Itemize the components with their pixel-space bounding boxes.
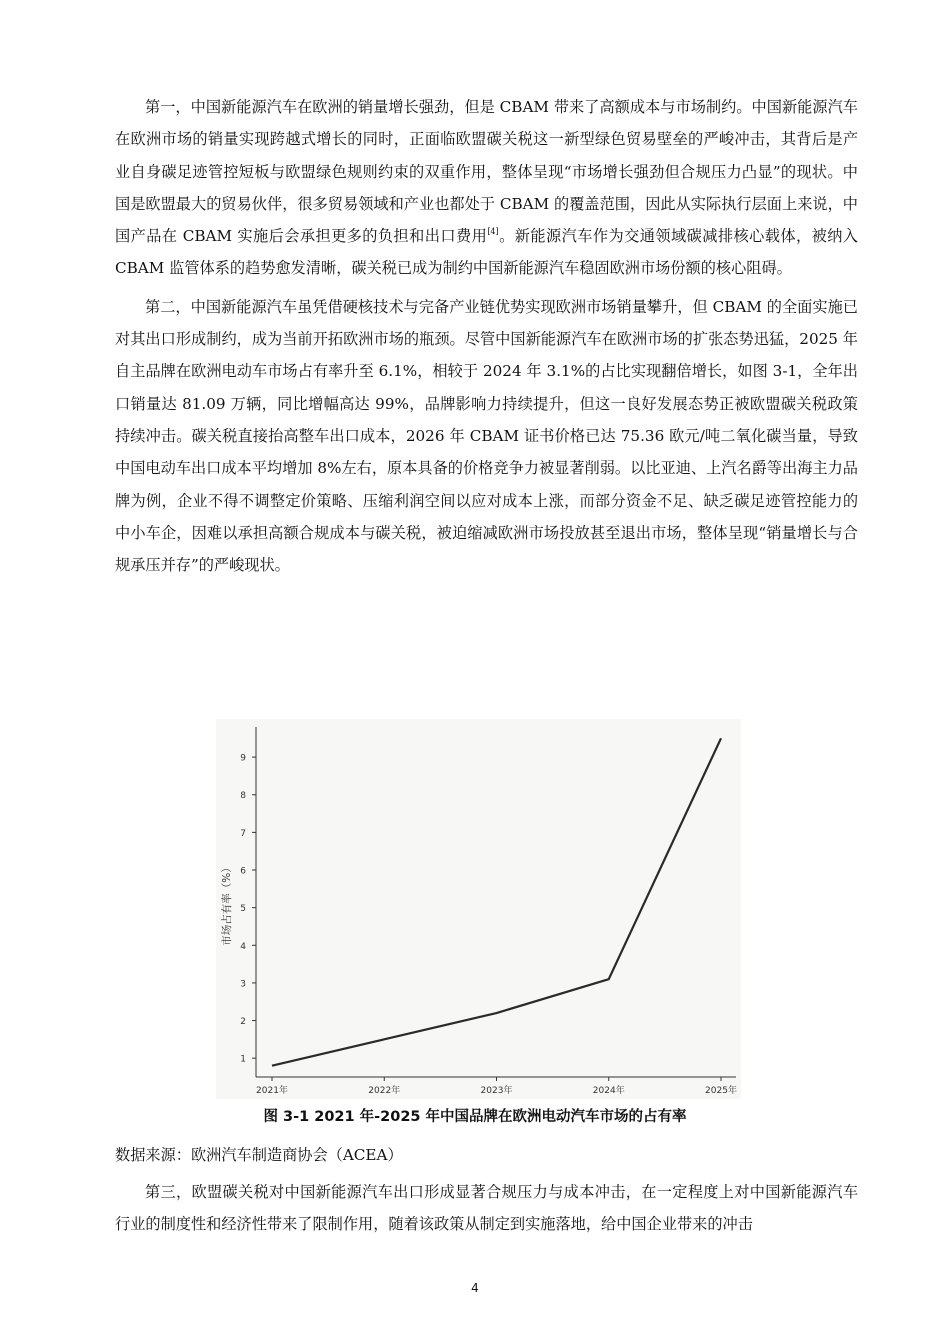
paragraph-1 (115, 91, 858, 285)
y-tick-label-7: 7 (240, 828, 246, 839)
y-tick-label-1: 1 (240, 1054, 246, 1065)
paragraph-3: 第三，欧盟碳关税对中国新能源汽车出口形成显著合规压力与成本冲击，在一定程度上对中国新能源汽车行业的制度性和经济性带来了限制作用，随着该政策从制定到实施落地，给中国企业带来的冲击 (115, 1183, 858, 1234)
x-tick-label-3: 2024年 (592, 1086, 625, 1096)
figure-caption: 图 3-1 2021 年-2025 年中国品牌在欧洲电动汽车市场的占有率 (263, 1109, 687, 1125)
body-text (115, 91, 858, 581)
y-tick-label-6: 6 (240, 866, 246, 877)
body-text-continued (115, 1176, 858, 1241)
market-share-line-chart (216, 719, 741, 1099)
y-tick-label-8: 8 (240, 791, 246, 802)
paragraph-1-text-a: 第一，中国新能源汽车在欧洲的销量增长强劲，但是 CBAM 带来了高额成本与市场制约。中国新能源汽车在欧洲市场的销量实现跨越式增长的同时，正面临欧盟碳关税这一新型绿色贸易壁垒的严峻冲击，其背后是产业自身碳足迹管控短板与欧盟绿色规则约束的双重作用，整体呈现“市场增长强劲但合规压力凸显”的现状。中国是欧盟最大的贸易伙伴，很多贸易领域和产业也都处于 CBAM 的覆盖范围，因此从实际执行层面上来说，中国产品在 CBAM 实施后会承担更多的负担和出口费用 (115, 98, 858, 246)
y-tick-label-3: 3 (240, 979, 246, 990)
page-number: 4 (471, 1281, 479, 1295)
y-tick-label-4: 4 (240, 941, 246, 952)
y-tick-label-9: 9 (240, 753, 246, 764)
paragraph-2: 第二，中国新能源汽车虽凭借硬核技术与完备产业链优势实现欧洲市场销量攀升，但 CBAM 的全面实施已对其出口形成制约，成为当前开拓欧洲市场的瓶颈。尽管中国新能源汽车在欧洲市场的扩张态势迅猛，2025 年自主品牌在欧洲电动车市场占有率升至 6.1%，相较于 2024 年 3.1%的占比实现翻倍增长，如图 3-1，全年出口销量达 81.09 万辆，同比增幅高达 99%，品牌影响力持续提升，但这一良好发展态势正被欧盟碳关税政策持续冲击。碳关税直接抬高整车出口成本，2026 年 CBAM 证书价格已达 75.36 欧元/吨二氧化碳当量，导致中国电动车出口成本平均增加 8%左右，原本具备的价格竞争力被显著削弱。以比亚迪、上汽名爵等出海主力品牌为例，企业不得不调整定价策略、压缩利润空间以应对成本上涨，而部分资金不足、缺乏碳足迹管控能力的中小车企，因难以承担高额合规成本与碳关税，被迫缩减欧洲市场投放甚至退出市场，整体呈现“销量增长与合规承压并存”的严峻现状。 (115, 297, 858, 575)
x-tick-label-1: 2022年 (368, 1086, 401, 1096)
figure-chart (216, 719, 741, 1099)
citation-ref[interactable]: [4] (487, 227, 499, 237)
x-tick-label-2: 2023年 (480, 1086, 513, 1096)
y-axis-label: 市场占有率（%） (221, 862, 233, 946)
paragraph-1-text-b: 。新能源汽车作为交通领域碳减排核心载体，被纳入 CBAM 监管体系的趋势愈发清晰，碳关税已成为制约中国新能源汽车稳固欧洲市场份额的核心阻碍。 (115, 227, 858, 278)
series-line (272, 738, 721, 1065)
x-tick-label-0: 2021年 (256, 1086, 288, 1096)
y-tick-label-5: 5 (240, 904, 246, 915)
data-source: 数据来源：欧洲汽车制造商协会（ACEA） (115, 1146, 403, 1164)
x-tick-label-4: 2025年 (705, 1086, 737, 1096)
y-tick-label-2: 2 (240, 1017, 246, 1028)
